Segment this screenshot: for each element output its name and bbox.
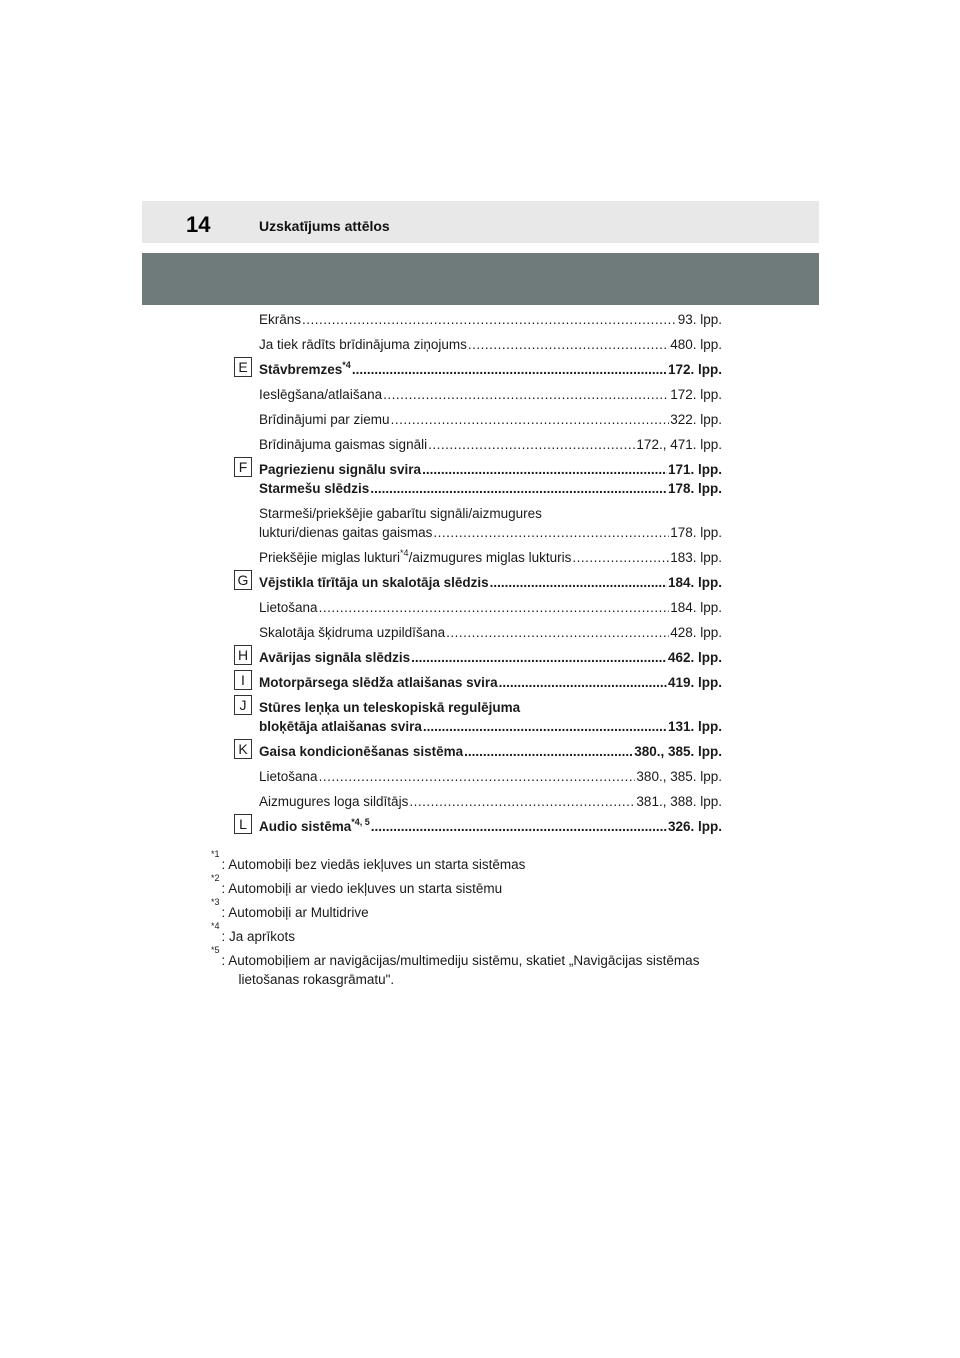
toc-entry-audio-system: L Audio sistēma$^{*4, 5}$ ..... 326. lpp. — [259, 817, 722, 836]
section-title: Uzskatījums attēlos — [259, 218, 390, 234]
callout-letter: E — [234, 357, 252, 377]
footnote: $^{*5}$ : Automobiļiem ar navigācijas/multimediju sistēmu, skatiet „Navigācijas sistēmas lietošanas rokasgrāmatu". — [211, 945, 700, 987]
page-ref: 380., 385. lpp. — [634, 744, 722, 759]
toc-list — [237, 310, 722, 836]
page-ref: 93. lpp. — [677, 312, 722, 327]
toc-entry: Skalotāja šķidruma uzpildīšana ..... 428. lpp. — [259, 623, 722, 642]
page-ref: 131. lpp. — [667, 719, 722, 734]
toc-entry: Aizmugures loga sildītājs ..... 381., 388. lpp. — [259, 792, 722, 811]
page-ref: 381., 388. lpp. — [636, 794, 722, 809]
page-header — [142, 201, 819, 243]
page-ref: 184. lpp. — [670, 600, 722, 615]
callout-letter: F — [234, 457, 252, 477]
toc-entry: Lietošana ..... 184. lpp. — [259, 598, 722, 617]
toc-entry-wiper-switch: G Vējstikla tīrītāja un skalotāja slēdzis ..... 184. lpp. — [259, 573, 722, 592]
footnote: $^{*4}$ : Ja aprīkots — [211, 921, 296, 944]
page-ref: 172. lpp. — [670, 387, 722, 402]
toc-entry-headlight-switch: Starmešu slēdzis ..... 178. lpp. — [259, 479, 722, 498]
page-ref: 178. lpp. — [667, 481, 722, 496]
footnote: $^{*2}$ : Automobiļi ar viedo iekļuves un starta sistēmu — [211, 873, 503, 896]
toc-entry-air-conditioning: K Gaisa kondicionēšanas sistēma ..... 380., 385. lpp. — [259, 742, 722, 761]
toc-entry: Ieslēgšana/atlaišana ..... 172. lpp. — [259, 385, 722, 404]
callout-letter: L — [234, 814, 252, 834]
toc-entry: Ja tiek rādīts brīdinājuma ziņojums ..... 480. lpp. — [259, 335, 722, 354]
page-ref: 172. lpp. — [667, 362, 722, 377]
toc-entry-steering-lock-lever: J Stūres leņķa un teleskopiskā regulējuma bloķētāja atlaišanas svira ..... 131. lpp. — [259, 698, 722, 736]
page-ref: 184. lpp. — [667, 575, 722, 590]
header-band — [142, 253, 819, 305]
page-ref: 480. lpp. — [670, 337, 722, 352]
callout-letter: G — [234, 570, 252, 590]
toc-entry: Ekrāns ..... 93. lpp. — [259, 310, 722, 329]
page-ref: 380., 385. lpp. — [636, 769, 722, 784]
toc-entry: Brīdinājumi par ziemu ..... 322. lpp. — [259, 410, 722, 429]
page-number: 14 — [186, 212, 211, 237]
footnotes — [211, 849, 751, 994]
toc-entry-parking-brake: E Stāvbremzes$^{*4}$ ..... 172. lpp. — [259, 360, 722, 379]
callout-letter: K — [234, 739, 252, 759]
page-ref: 419. lpp. — [667, 675, 722, 690]
page-ref: 322. lpp. — [670, 412, 722, 427]
page-ref: 171. lpp. — [667, 462, 722, 477]
toc-entry: Brīdinājuma gaismas signāli ..... 172., 471. lpp. — [259, 435, 722, 454]
toc-entry: Starmeši/priekšējie gabarītu signāli/aizmugures lukturi/dienas gaitas gaismas ..... 178. lpp. — [259, 504, 722, 542]
toc-entry-hood-lever: I Motorpārsega slēdža atlaišanas svira ..... 419. lpp. — [259, 673, 722, 692]
page-ref: 462. lpp. — [667, 650, 722, 665]
toc-entry-turn-signal: F Pagriezienu signālu svira ..... 171. lpp. — [259, 460, 722, 479]
footnote: $^{*3}$ : Automobiļi ar Multidrive — [211, 897, 369, 920]
toc-entry-hazard-switch: H Avārijas signāla slēdzis ..... 462. lpp. — [259, 648, 722, 667]
page-ref: 428. lpp. — [670, 625, 722, 640]
page-ref: 178. lpp. — [670, 525, 722, 540]
toc-entry: Priekšējie miglas lukturi$^{*4}$/aizmugures miglas lukturis ..... 183. lpp. — [259, 548, 722, 567]
callout-letter: J — [234, 695, 252, 715]
callout-letter: H — [234, 645, 252, 665]
page-ref: 172., 471. lpp. — [636, 437, 722, 452]
page-ref: 326. lpp. — [667, 819, 722, 834]
footnote: $^{*1}$ : Automobiļi bez viedās iekļuves un starta sistēmas — [211, 849, 526, 872]
callout-letter: I — [234, 670, 252, 690]
toc-entry: Lietošana ..... 380., 385. lpp. — [259, 767, 722, 786]
page-ref: 183. lpp. — [670, 550, 722, 565]
